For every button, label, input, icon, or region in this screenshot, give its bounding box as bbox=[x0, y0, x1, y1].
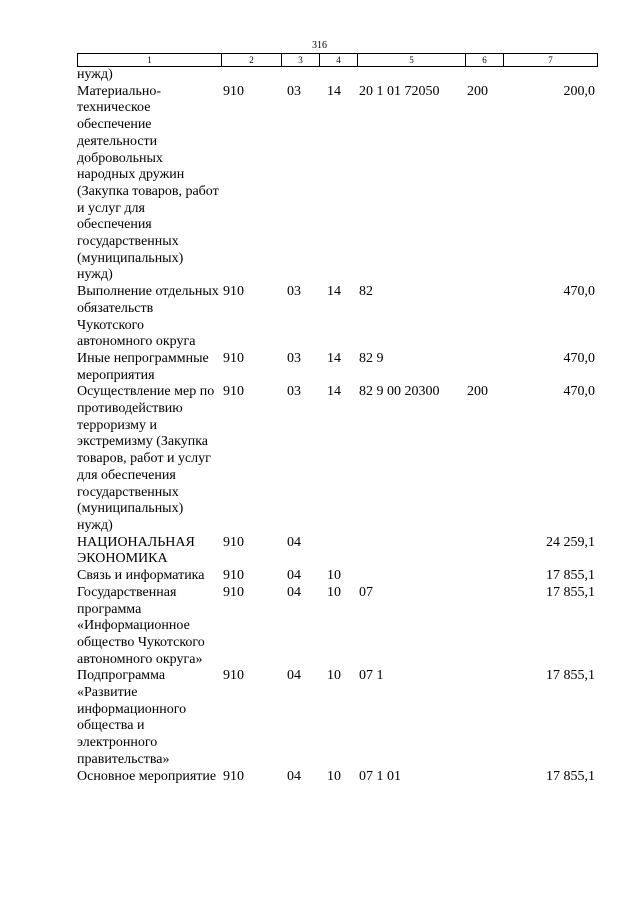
row-col-4: 14 bbox=[327, 83, 341, 99]
column-number-7: 7 bbox=[504, 54, 598, 67]
row-col-5: 82 9 00 20300 bbox=[359, 384, 440, 400]
row-name: Материально-техническое обеспечение деятельности добровольных народных дружин (Закупка товаров, работ и услуг для обеспечения государственных (муниципальных) нужд) bbox=[77, 83, 219, 283]
budget-table-body bbox=[77, 67, 597, 785]
column-number-4: 4 bbox=[320, 54, 358, 67]
row-col-2: 910 bbox=[223, 284, 244, 300]
row-col-3: 03 bbox=[287, 350, 301, 366]
row-col-2: 910 bbox=[223, 384, 244, 400]
column-number-row bbox=[78, 54, 598, 67]
row-col-4 bbox=[319, 67, 357, 84]
row-name: Подпрограмма «Развитие информационного общества и электронного правительства» bbox=[77, 668, 187, 767]
row-col-6 bbox=[465, 535, 503, 568]
row-col-3: 04 bbox=[287, 534, 301, 550]
table-row bbox=[77, 535, 597, 568]
row-col-5 bbox=[357, 67, 465, 84]
row-name: НАЦИОНАЛЬНАЯ ЭКОНОМИКА bbox=[77, 534, 195, 567]
row-col-4: 14 bbox=[327, 384, 341, 400]
row-col-5: 82 9 bbox=[359, 350, 384, 366]
row-name: Выполнение отдельных обязательств Чукотского автономного округа bbox=[77, 284, 219, 350]
row-amount: 200,0 bbox=[563, 83, 595, 99]
column-number-3: 3 bbox=[282, 54, 320, 67]
row-amount bbox=[503, 67, 597, 84]
row-col-2: 910 bbox=[223, 83, 244, 99]
row-col-5: 07 1 01 bbox=[359, 768, 401, 784]
row-amount: 17 855,1 bbox=[546, 568, 595, 584]
row-col-4: 10 bbox=[327, 668, 341, 684]
row-col-6 bbox=[465, 585, 503, 669]
row-col-6 bbox=[465, 351, 503, 384]
row-col-4: 14 bbox=[327, 284, 341, 300]
row-col-4: 14 bbox=[327, 350, 341, 366]
row-name: Связь и информатика bbox=[77, 568, 205, 584]
row-col-3: 04 bbox=[287, 668, 301, 684]
row-col-4: 10 bbox=[327, 568, 341, 584]
row-col-3: 04 bbox=[287, 768, 301, 784]
row-col-6: 200 bbox=[467, 83, 488, 99]
row-name: Государственная программа «Информационное общество Чукотского автономного округа» bbox=[77, 584, 205, 667]
row-col-2: 910 bbox=[223, 534, 244, 550]
row-col-2: 910 bbox=[223, 350, 244, 366]
row-col-4 bbox=[319, 535, 357, 568]
table-row bbox=[77, 84, 597, 284]
row-col-5: 82 bbox=[359, 284, 373, 300]
row-col-5: 07 1 bbox=[359, 668, 384, 684]
row-col-2 bbox=[221, 67, 281, 84]
row-name: нужд) bbox=[77, 67, 113, 82]
column-number-header bbox=[77, 53, 598, 67]
row-col-4: 10 bbox=[327, 768, 341, 784]
column-number-6: 6 bbox=[466, 54, 504, 67]
table-row bbox=[77, 585, 597, 669]
row-col-5: 07 bbox=[359, 584, 373, 600]
row-amount: 470,0 bbox=[563, 384, 595, 400]
row-name: Иные непрограммные мероприятия bbox=[77, 350, 209, 383]
column-number-2: 2 bbox=[222, 54, 282, 67]
row-amount: 24 259,1 bbox=[546, 534, 595, 550]
page-number: 316 bbox=[312, 40, 327, 51]
row-col-6 bbox=[465, 668, 503, 768]
row-col-2: 910 bbox=[223, 568, 244, 584]
row-amount: 470,0 bbox=[563, 350, 595, 366]
table-row bbox=[77, 568, 597, 585]
row-col-2: 910 bbox=[223, 584, 244, 600]
table-row bbox=[77, 67, 597, 84]
row-col-3: 03 bbox=[287, 83, 301, 99]
row-col-6 bbox=[465, 568, 503, 585]
row-col-3: 03 bbox=[287, 284, 301, 300]
row-col-6: 200 bbox=[467, 384, 488, 400]
row-col-5 bbox=[357, 535, 465, 568]
row-col-2: 910 bbox=[223, 768, 244, 784]
row-col-4: 10 bbox=[327, 584, 341, 600]
column-number-5: 5 bbox=[358, 54, 466, 67]
row-amount: 17 855,1 bbox=[546, 768, 595, 784]
table-row bbox=[77, 351, 597, 384]
row-col-3 bbox=[281, 67, 319, 84]
row-name: Основное мероприятие bbox=[77, 768, 217, 784]
budget-table bbox=[77, 67, 597, 785]
row-col-3: 04 bbox=[287, 568, 301, 584]
row-amount: 17 855,1 bbox=[546, 584, 595, 600]
row-amount: 17 855,1 bbox=[546, 668, 595, 684]
row-col-3: 04 bbox=[287, 584, 301, 600]
row-col-6 bbox=[465, 67, 503, 84]
row-col-6 bbox=[465, 284, 503, 351]
row-col-5: 20 1 01 72050 bbox=[359, 83, 440, 99]
row-amount: 470,0 bbox=[563, 284, 595, 300]
row-col-2: 910 bbox=[223, 668, 244, 684]
table-row bbox=[77, 284, 597, 351]
column-number-1: 1 bbox=[78, 54, 222, 67]
row-name: Осуществление мер по противодействию терроризму и экстремизму (Закупка товаров, работ и услуг для обеспечения государственных (муниципальных) нужд) bbox=[77, 384, 215, 533]
row-col-6 bbox=[465, 769, 503, 786]
table-row bbox=[77, 668, 597, 768]
row-col-3: 03 bbox=[287, 384, 301, 400]
table-row bbox=[77, 769, 597, 786]
table-row bbox=[77, 384, 597, 534]
row-col-5 bbox=[357, 568, 465, 585]
